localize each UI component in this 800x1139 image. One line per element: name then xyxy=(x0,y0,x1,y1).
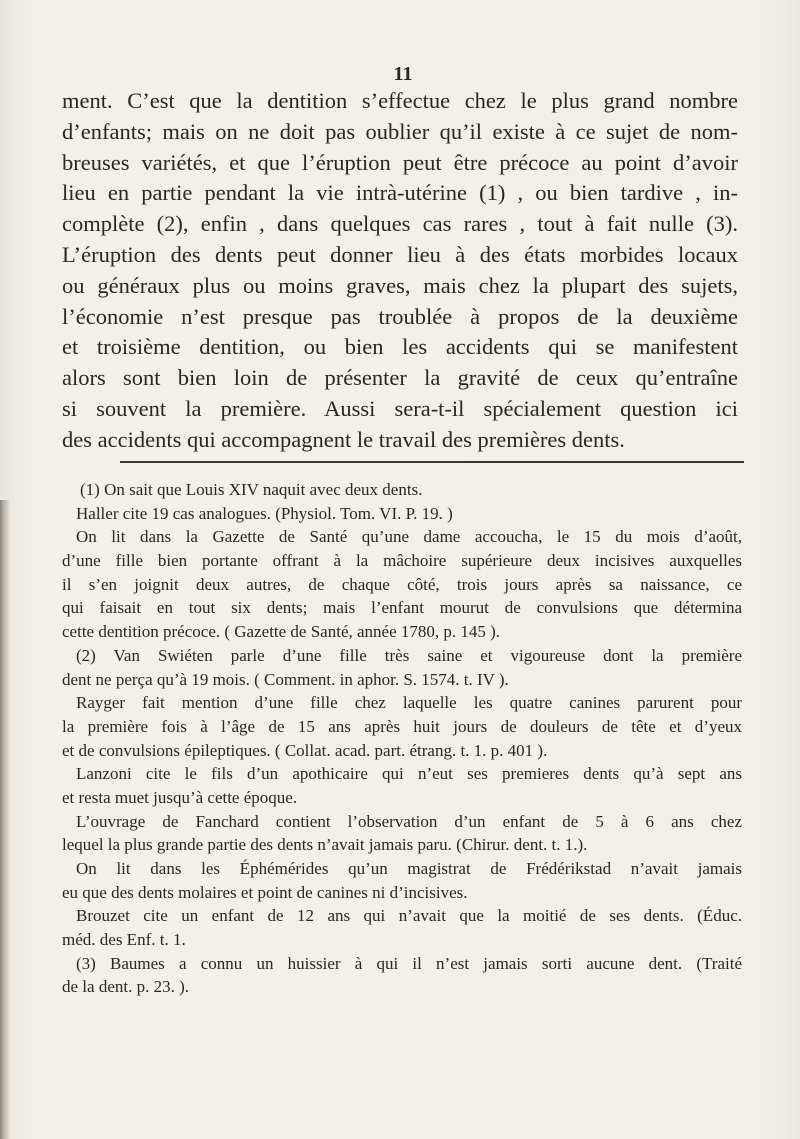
footnote-line: Haller cite 19 cas analogues. (Physiol. Tom. VI. P. 19. ) xyxy=(76,503,453,523)
footnote-line: méd. des Enf. t. 1. xyxy=(62,930,186,950)
main-text-line: d’enfants; mais on ne doit pas oublier qu’il existe à ce sujet de nom- xyxy=(62,118,738,144)
footnote-line: Brouzet cite un enfant de 12 ans qui n’avait que la moitié de ses dents. (Éduc. xyxy=(76,906,742,926)
main-text-line: ou généraux plus ou moins graves, mais chez la plupart des sujets, xyxy=(62,272,738,298)
footnote-line: Rayger fait mention d’une fille chez laquelle les quatre canines parurent pour xyxy=(76,693,742,713)
main-text-line: complète (2), enfin , dans quelques cas rares , tout à fait nulle (3). xyxy=(62,211,738,237)
footnote-line: lequel la plus grande partie des dents n’avait jamais paru. (Chirur. dent. t. 1.). xyxy=(62,835,588,855)
main-text-line: ment. C’est que la dentition s’effectue chez le plus grand nombre xyxy=(62,88,738,113)
footnote-line: qui faisait en tout six dents; mais l’enfant mourut de convulsions que détermina xyxy=(62,598,742,618)
main-text-line: alors sont bien loin de présenter la gravité de ceux qu’entraîne xyxy=(62,365,738,391)
main-text-line: L’éruption des dents peut donner lieu à des états morbides locaux xyxy=(62,241,738,267)
main-text-line: des accidents qui accompagnent le travail des premières dents. xyxy=(62,426,625,452)
footnote-line: il s’en joignit deux autres, de chaque côté, trois jours après sa naissance, ce xyxy=(62,574,742,594)
main-text-line: lieu en partie pendant la vie intrà-utérine (1) , ou bien tardive , in- xyxy=(62,180,738,206)
footnote-line: On lit dans la Gazette de Santé qu’une dame accoucha, le 15 du mois d’août, xyxy=(76,527,742,547)
footnote-separator-rule xyxy=(120,461,744,463)
footnote-line: Lanzoni cite le fils d’un apothicaire qui n’eut ses premieres dents qu’à sept ans xyxy=(76,764,742,784)
main-text-line: breuses variétés, et que l’éruption peut être précoce au point d’avoir xyxy=(62,149,738,175)
footnote-line: (2) Van Swiéten parle d’une fille très saine et vigoureuse dont la première xyxy=(76,645,742,665)
footnote-line: L’ouvrage de Fanchard contient l’observation d’un enfant de 5 à 6 ans chez xyxy=(76,811,742,831)
main-paragraph xyxy=(62,86,738,456)
footnote-line: On lit dans les Éphémérides qu’un magistrat de Frédérikstad n’avait jamais xyxy=(76,859,742,878)
binding-edge-shadow xyxy=(0,500,10,1139)
main-text-line: et troisième dentition, ou bien les accidents qui se manifestent xyxy=(62,334,738,360)
footnote-line: (3) Baumes a connu un huissier à qui il n’est jamais sorti aucune dent. (Traité xyxy=(76,953,742,973)
footnote-line: eu que des dents molaires et point de canines ni d’incisives. xyxy=(62,882,468,902)
page-number: 11 xyxy=(393,63,413,85)
footnote-line: de la dent. p. 23. ). xyxy=(62,977,189,997)
main-text-line: l’économie n’est presque pas troublée à propos de la deuxième xyxy=(62,303,738,329)
main-text-line: si souvent la première. Aussi sera-t-il spécialement question ici xyxy=(62,395,738,421)
footnote-line: dent ne perça qu’à 19 mois. ( Comment. in aphor. S. 1574. t. IV ). xyxy=(62,669,509,689)
footnote-line: cette dentition précoce. ( Gazette de Santé, année 1780, p. 145 ). xyxy=(62,622,501,642)
footnote-line: la première fois à l’âge de 15 ans après huit jours de douleurs de tête et d’yeux xyxy=(62,716,742,736)
footnote-line: (1) On sait que Louis XIV naquit avec deux dents. xyxy=(80,480,423,499)
footnotes xyxy=(62,478,742,999)
footnote-line: d’une fille bien portante offrant à la mâchoire supérieure deux incisives auxquelles xyxy=(62,551,742,571)
footnote-line: et resta muet jusqu’à cette époque. xyxy=(62,787,298,807)
footnote-line: et de convulsions épileptiques. ( Collat. acad. part. étrang. t. 1. p. 401 ). xyxy=(62,740,548,760)
